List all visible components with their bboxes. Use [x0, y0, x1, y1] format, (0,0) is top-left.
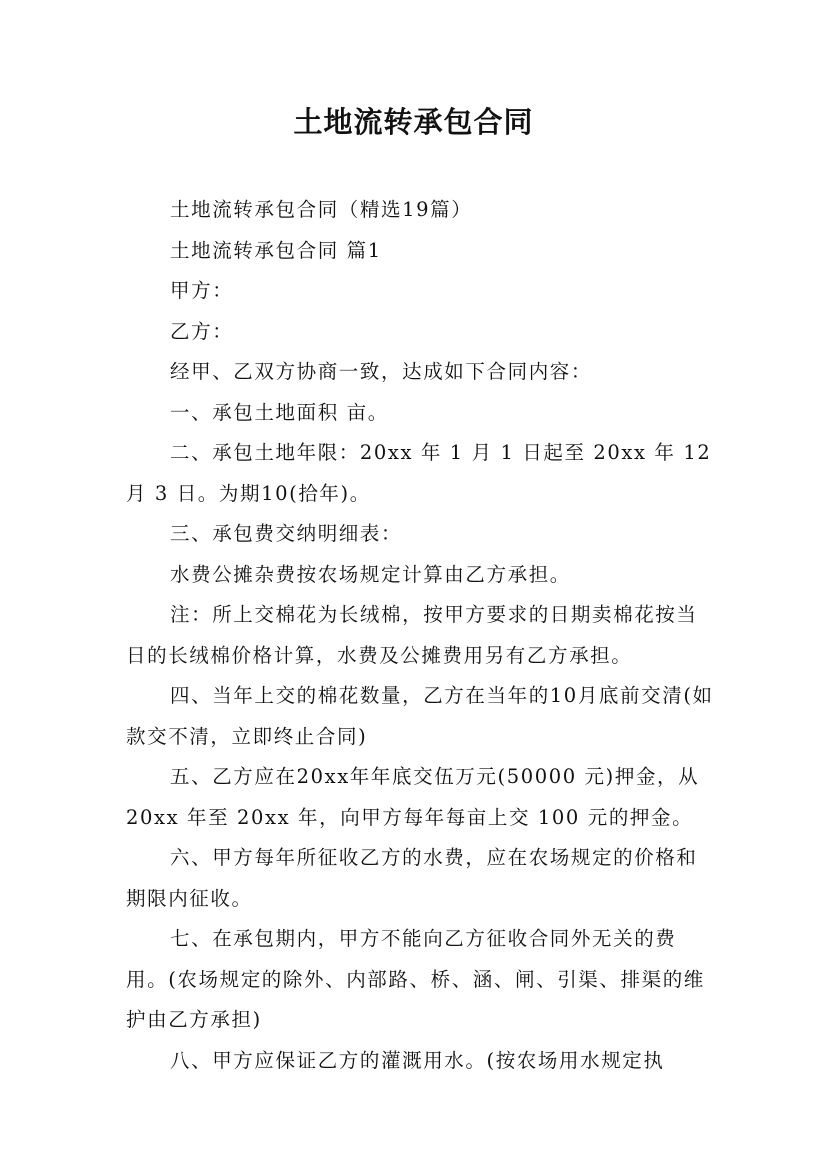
paragraph-clause-8: 八、甲方应保证乙方的灌溉用水。(按农场用水规定执: [170, 1048, 665, 1072]
paragraph-clause-5: 五、乙方应在20xx年年底交伍万元(50000 元)押金，从 20xx 年至 20xx 年，向甲方每年每亩上交 100 元的押金。: [126, 765, 700, 829]
paragraph-party-a: 甲方：: [170, 279, 234, 302]
paragraph-clause-6: 六、甲方每年所征收乙方的水费，应在农场规定的价格和期限内征收。: [126, 846, 698, 910]
paragraph-party-b: 乙方：: [170, 319, 234, 343]
paragraph-clause-2: 二、承包土地年限：20xx 年 1 月 1 日起至 20xx 年 12 月 3 日。为期10(拾年)。: [126, 441, 712, 505]
paragraph-note: 注：所上交棉花为长绒棉，按甲方要求的日期卖棉花按当日的长绒棉价格计算，水费及公摊费用另有乙方承担。: [126, 603, 698, 667]
paragraph-clause-7: 七、在承包期内，甲方不能向乙方征收合同外无关的费用。(农场规定的除外、内部路、桥、涵、闸、引渠、排渠的维护由乙方承担): [126, 927, 705, 1031]
paragraph-clause-4: 四、当年上交的棉花数量，乙方在当年的10月底前交清(如款交不清，立即终止合同): [126, 684, 714, 748]
paragraph-clause-3: 三、承包费交纳明细表：: [170, 522, 403, 545]
paragraph-agreement-intro: 经甲、乙双方协商一致，达成如下合同内容：: [170, 360, 593, 383]
paragraph-section-heading: 土地流转承包合同 篇1: [170, 238, 382, 262]
document-title: 土地流转承包合同: [293, 105, 534, 139]
document-body: [126, 190, 716, 1081]
paragraph-water-fee: 水费公摊杂费按农场规定计算由乙方承担。: [170, 562, 571, 586]
paragraph-subtitle: 土地流转承包合同（精选19篇）: [170, 198, 473, 221]
paragraph-clause-1: 一、承包土地面积 亩。: [170, 400, 389, 424]
